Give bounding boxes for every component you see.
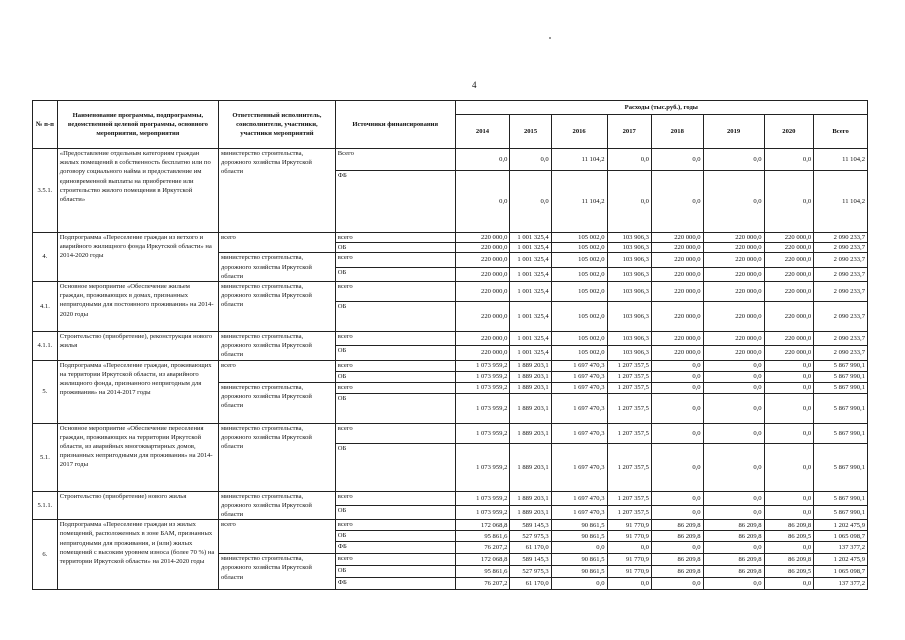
total-value: 5 867 990,1 (814, 443, 868, 491)
year-value: 0,0 (455, 149, 510, 171)
year-value: 0,0 (651, 542, 703, 554)
year-value: 86 209,8 (764, 520, 814, 531)
year-value: 0,0 (703, 423, 764, 443)
total-value: 11 104,2 (814, 149, 868, 171)
responsible-executor: министерство строительства, дорожного хозяйства Иркутской области (219, 332, 336, 361)
total-value: 1 065 098,7 (814, 566, 868, 578)
year-value: 0,0 (703, 578, 764, 590)
year-value: 103 906,3 (607, 332, 651, 346)
year-value: 86 209,8 (651, 554, 703, 566)
program-name: Подпрограмма «Переселение граждан, проживающих на территории Иркутской области, из аварийного жилищного фонда, признанного непригодным для проживания» на 2014-2017 годы (57, 360, 218, 423)
scan-speck (549, 37, 551, 39)
year-value: 0,0 (703, 542, 764, 554)
program-name: Строительство (приобретение), реконструкция нового жилья (57, 332, 218, 361)
year-value: 1 073 959,2 (455, 443, 510, 491)
table-header (33, 101, 868, 149)
funding-source: ОБ (335, 393, 455, 423)
year-value: 0,0 (455, 171, 510, 233)
year-value: 1 001 325,4 (510, 267, 551, 281)
year-value: 220 000,0 (651, 332, 703, 346)
funding-source: ОБ (335, 267, 455, 281)
year-value: 0,0 (764, 443, 814, 491)
year-value: 220 000,0 (455, 243, 510, 253)
year-value: 1 889 203,1 (510, 393, 551, 423)
row-code: 4.1. (33, 282, 58, 332)
year-value: 220 000,0 (703, 302, 764, 332)
year-value: 1 889 203,1 (510, 360, 551, 371)
year-value: 0,0 (764, 382, 814, 393)
year-value: 527 975,3 (510, 566, 551, 578)
year-value: 0,0 (764, 171, 814, 233)
funding-source: Всего (335, 149, 455, 171)
responsible-executor: министерство строительства, дорожного хозяйства Иркутской области (219, 282, 336, 332)
year-value: 105 002,0 (551, 282, 607, 302)
year-value: 103 906,3 (607, 346, 651, 360)
year-value: 1 001 325,4 (510, 253, 551, 267)
total-value: 11 104,2 (814, 171, 868, 233)
funding-source: ОБ (335, 443, 455, 491)
total-value: 2 090 233,7 (814, 253, 868, 267)
year-value: 105 002,0 (551, 346, 607, 360)
year-value: 0,0 (651, 149, 703, 171)
year-value: 0,0 (651, 491, 703, 505)
program-name: «Предоставление отдельным категориям граждан жилых помещений в собственность бесплатно или по договору социального найма и предоставление им единовременной выплаты на приобретение или строительство жилого помещения в Иркутской области» (57, 149, 218, 233)
year-value: 0,0 (764, 491, 814, 505)
total-value: 2 090 233,7 (814, 332, 868, 346)
table-row (33, 360, 868, 371)
year-value: 1 207 357,5 (607, 505, 651, 519)
year-value: 220 000,0 (703, 233, 764, 243)
year-value: 0,0 (703, 393, 764, 423)
year-value: 220 000,0 (455, 346, 510, 360)
year-value: 1 073 959,2 (455, 423, 510, 443)
year-value: 90 861,5 (551, 531, 607, 542)
year-value: 220 000,0 (764, 253, 814, 267)
year-value: 220 000,0 (455, 233, 510, 243)
year-value: 1 697 470,3 (551, 382, 607, 393)
funding-source: ОБ (335, 566, 455, 578)
year-value: 86 209,5 (764, 531, 814, 542)
year-value: 86 209,8 (703, 566, 764, 578)
total-value: 137 377,2 (814, 578, 868, 590)
total-value: 5 867 990,1 (814, 360, 868, 371)
year-value: 220 000,0 (703, 332, 764, 346)
year-value: 0,0 (764, 371, 814, 382)
table-row (33, 423, 868, 443)
year-value: 220 000,0 (651, 253, 703, 267)
total-value: 5 867 990,1 (814, 491, 868, 505)
year-value: 103 906,3 (607, 282, 651, 302)
funding-source: ОБ (335, 302, 455, 332)
year-value: 172 068,8 (455, 520, 510, 531)
year-value: 0,0 (651, 360, 703, 371)
year-value: 1 697 470,3 (551, 423, 607, 443)
year-value: 90 861,5 (551, 520, 607, 531)
year-value: 103 906,3 (607, 253, 651, 267)
year-value: 0,0 (703, 149, 764, 171)
table-row (33, 332, 868, 346)
year-value: 1 207 357,5 (607, 443, 651, 491)
year-value: 0,0 (607, 171, 651, 233)
program-name: Подпрограмма «Переселение граждан из ветхого и аварийного жилищного фонда Иркутской области» на 2014-2020 годы (57, 233, 218, 282)
year-value: 103 906,3 (607, 233, 651, 243)
year-value: 220 000,0 (764, 243, 814, 253)
year-value: 76 207,2 (455, 578, 510, 590)
table-row (33, 520, 868, 531)
header-year: 2016 (551, 115, 607, 149)
year-value: 1 889 203,1 (510, 443, 551, 491)
responsible-executor: министерство строительства, дорожного хозяйства Иркутской области (219, 382, 336, 423)
year-value: 0,0 (651, 423, 703, 443)
year-value: 0,0 (651, 382, 703, 393)
year-value: 1 697 470,3 (551, 371, 607, 382)
year-value: 0,0 (764, 505, 814, 519)
year-value: 1 073 959,2 (455, 382, 510, 393)
year-value: 220 000,0 (764, 267, 814, 281)
year-value: 105 002,0 (551, 253, 607, 267)
year-value: 589 145,3 (510, 554, 551, 566)
year-value: 1 073 959,2 (455, 360, 510, 371)
responsible-executor: всего (219, 233, 336, 253)
funding-source: ФБ (335, 542, 455, 554)
total-value: 2 090 233,7 (814, 267, 868, 281)
row-code: 5. (33, 360, 58, 423)
year-value: 0,0 (651, 371, 703, 382)
year-value: 0,0 (607, 578, 651, 590)
year-value: 61 170,0 (510, 542, 551, 554)
year-value: 1 207 357,5 (607, 491, 651, 505)
year-value: 11 104,2 (551, 171, 607, 233)
year-value: 103 906,3 (607, 302, 651, 332)
table-body (33, 149, 868, 590)
year-value: 220 000,0 (651, 302, 703, 332)
year-value: 95 861,6 (455, 566, 510, 578)
year-value: 1 697 470,3 (551, 505, 607, 519)
year-value: 220 000,0 (455, 302, 510, 332)
header-name: Наименование программы, подпрограммы, ведомственной целевой программы, основного мероприятия, мероприятия (57, 101, 218, 149)
year-value: 0,0 (651, 505, 703, 519)
total-value: 2 090 233,7 (814, 302, 868, 332)
table-row (33, 282, 868, 302)
year-value: 0,0 (703, 491, 764, 505)
row-code: 6. (33, 520, 58, 590)
total-value: 1 065 098,7 (814, 531, 868, 542)
year-value: 0,0 (764, 149, 814, 171)
program-name: Основное мероприятие «Обеспечение жильем граждан, проживающих в домах, признанных непригодными для постоянного проживания» на 2014-2020 годы (57, 282, 218, 332)
year-value: 220 000,0 (703, 282, 764, 302)
year-value: 220 000,0 (703, 243, 764, 253)
year-value: 105 002,0 (551, 302, 607, 332)
year-value: 1 073 959,2 (455, 491, 510, 505)
responsible-executor: министерство строительства, дорожного хозяйства Иркутской области (219, 554, 336, 590)
year-value: 1 697 470,3 (551, 360, 607, 371)
year-value: 103 906,3 (607, 243, 651, 253)
year-value: 220 000,0 (703, 253, 764, 267)
year-value: 0,0 (651, 578, 703, 590)
year-value: 61 170,0 (510, 578, 551, 590)
header-year: Всего (814, 115, 868, 149)
total-value: 2 090 233,7 (814, 282, 868, 302)
responsible-executor: министерство строительства, дорожного хозяйства Иркутской области (219, 423, 336, 491)
header-year: 2015 (510, 115, 551, 149)
year-value: 0,0 (764, 578, 814, 590)
year-value: 1 889 203,1 (510, 491, 551, 505)
funding-source: всего (335, 382, 455, 393)
header-year: 2014 (455, 115, 510, 149)
year-value: 220 000,0 (764, 332, 814, 346)
funding-source: ОБ (335, 346, 455, 360)
funding-source: всего (335, 491, 455, 505)
year-value: 527 975,3 (510, 531, 551, 542)
total-value: 1 202 475,9 (814, 554, 868, 566)
table-row (33, 149, 868, 171)
header-source: Источники финансирования (335, 101, 455, 149)
total-value: 2 090 233,7 (814, 243, 868, 253)
responsible-executor: всего (219, 520, 336, 554)
header-no: № п-п (33, 101, 58, 149)
year-value: 220 000,0 (764, 346, 814, 360)
year-value: 220 000,0 (651, 267, 703, 281)
year-value: 220 000,0 (764, 282, 814, 302)
year-value: 220 000,0 (455, 267, 510, 281)
year-value: 220 000,0 (455, 253, 510, 267)
row-code: 5.1. (33, 423, 58, 491)
year-value: 86 209,8 (764, 554, 814, 566)
responsible-executor: министерство строительства, дорожного хозяйства Иркутской области (219, 253, 336, 282)
header-year: 2019 (703, 115, 764, 149)
total-value: 5 867 990,1 (814, 423, 868, 443)
year-value: 0,0 (764, 360, 814, 371)
year-value: 0,0 (607, 542, 651, 554)
year-value: 220 000,0 (651, 282, 703, 302)
year-value: 1 001 325,4 (510, 332, 551, 346)
row-code: 4. (33, 233, 58, 282)
header-year: 2020 (764, 115, 814, 149)
year-value: 220 000,0 (764, 302, 814, 332)
year-value: 91 770,9 (607, 520, 651, 531)
funding-source: всего (335, 520, 455, 531)
year-value: 105 002,0 (551, 233, 607, 243)
program-name: Основное мероприятие «Обеспечение переселения граждан, проживающих на территории Иркутской области, из аварийных многоквартирных домов, признанных непригодными для проживания» на 2014-2017 годы (57, 423, 218, 491)
program-name: Подпрограмма «Переселение граждан из жилых помещений, расположенных в зоне БАМ, признанных непригодными для проживания, и (или) жилых помещений с высоким уровнем износа (более 70 %) на территории Иркутской области» на 2014-2020 годы (57, 520, 218, 590)
year-value: 0,0 (703, 505, 764, 519)
year-value: 0,0 (510, 171, 551, 233)
row-code: 4.1.1. (33, 332, 58, 361)
year-value: 0,0 (551, 542, 607, 554)
year-value: 105 002,0 (551, 267, 607, 281)
year-value: 1 207 357,5 (607, 382, 651, 393)
year-value: 1 001 325,4 (510, 346, 551, 360)
year-value: 0,0 (764, 393, 814, 423)
funding-source: всего (335, 332, 455, 346)
year-value: 1 697 470,3 (551, 443, 607, 491)
year-value: 1 073 959,2 (455, 505, 510, 519)
responsible-executor: всего (219, 360, 336, 382)
year-value: 86 209,8 (651, 566, 703, 578)
funding-source: всего (335, 233, 455, 243)
funding-source: ОБ (335, 531, 455, 542)
page-number: 4 (472, 80, 477, 90)
responsible-executor: министерство строительства, дорожного хозяйства Иркутской области (219, 491, 336, 520)
year-value: 86 209,8 (703, 554, 764, 566)
table-row (33, 491, 868, 505)
table-row (33, 233, 868, 243)
year-value: 1 889 203,1 (510, 382, 551, 393)
row-code: 5.1.1. (33, 491, 58, 520)
header-responsible: Ответственный исполнитель, соисполнители, участники, участники мероприятий (219, 101, 336, 149)
funding-source: всего (335, 360, 455, 371)
funding-source: всего (335, 554, 455, 566)
total-value: 137 377,2 (814, 542, 868, 554)
year-value: 0,0 (703, 360, 764, 371)
year-value: 1 697 470,3 (551, 491, 607, 505)
year-value: 1 889 203,1 (510, 423, 551, 443)
year-value: 1 207 357,5 (607, 371, 651, 382)
year-value: 589 145,3 (510, 520, 551, 531)
year-value: 91 770,9 (607, 566, 651, 578)
year-value: 1 889 203,1 (510, 505, 551, 519)
year-value: 0,0 (764, 542, 814, 554)
year-value: 0,0 (764, 423, 814, 443)
year-value: 86 209,5 (764, 566, 814, 578)
responsible-executor: министерство строительства, дорожного хозяйства Иркутской области (219, 149, 336, 233)
year-value: 1 207 357,5 (607, 423, 651, 443)
funding-source: ФБ (335, 578, 455, 590)
year-value: 1 001 325,4 (510, 282, 551, 302)
year-value: 172 068,8 (455, 554, 510, 566)
year-value: 0,0 (510, 149, 551, 171)
year-value: 1 207 357,5 (607, 393, 651, 423)
total-value: 2 090 233,7 (814, 346, 868, 360)
year-value: 105 002,0 (551, 243, 607, 253)
year-value: 91 770,9 (607, 531, 651, 542)
year-value: 1 697 470,3 (551, 393, 607, 423)
year-value: 0,0 (703, 171, 764, 233)
year-value: 86 209,8 (651, 531, 703, 542)
funding-source: ОБ (335, 243, 455, 253)
funding-source: ФБ (335, 171, 455, 233)
year-value: 220 000,0 (703, 346, 764, 360)
year-value: 76 207,2 (455, 542, 510, 554)
funding-source: всего (335, 253, 455, 267)
year-value: 90 861,5 (551, 554, 607, 566)
year-value: 103 906,3 (607, 267, 651, 281)
program-name: Строительство (приобретение) нового жилья (57, 491, 218, 520)
total-value: 5 867 990,1 (814, 393, 868, 423)
header-year: 2018 (651, 115, 703, 149)
year-value: 0,0 (651, 393, 703, 423)
year-value: 220 000,0 (764, 233, 814, 243)
year-value: 220 000,0 (651, 233, 703, 243)
year-value: 220 000,0 (455, 282, 510, 302)
total-value: 1 202 475,9 (814, 520, 868, 531)
year-value: 91 770,9 (607, 554, 651, 566)
header-year: 2017 (607, 115, 651, 149)
year-value: 1 889 203,1 (510, 371, 551, 382)
year-value: 0,0 (607, 149, 651, 171)
year-value: 220 000,0 (455, 332, 510, 346)
year-value: 0,0 (703, 443, 764, 491)
year-value: 220 000,0 (651, 346, 703, 360)
year-value: 1 073 959,2 (455, 371, 510, 382)
year-value: 0,0 (703, 371, 764, 382)
funding-source: всего (335, 282, 455, 302)
total-value: 5 867 990,1 (814, 505, 868, 519)
year-value: 0,0 (551, 578, 607, 590)
year-value: 220 000,0 (651, 243, 703, 253)
year-value: 86 209,8 (703, 531, 764, 542)
year-value: 90 861,5 (551, 566, 607, 578)
year-value: 1 207 357,5 (607, 360, 651, 371)
year-value: 86 209,8 (703, 520, 764, 531)
budget-table (32, 100, 868, 590)
year-value: 0,0 (651, 171, 703, 233)
year-value: 11 104,2 (551, 149, 607, 171)
year-value: 86 209,8 (651, 520, 703, 531)
year-value: 1 001 325,4 (510, 243, 551, 253)
total-value: 2 090 233,7 (814, 233, 868, 243)
funding-source: ОБ (335, 505, 455, 519)
row-code: 3.5.1. (33, 149, 58, 233)
total-value: 5 867 990,1 (814, 371, 868, 382)
year-value: 0,0 (703, 382, 764, 393)
year-value: 1 001 325,4 (510, 302, 551, 332)
total-value: 5 867 990,1 (814, 382, 868, 393)
year-value: 0,0 (651, 443, 703, 491)
funding-source: всего (335, 423, 455, 443)
funding-source: ОБ (335, 371, 455, 382)
year-value: 220 000,0 (703, 267, 764, 281)
year-value: 95 861,6 (455, 531, 510, 542)
year-value: 105 002,0 (551, 332, 607, 346)
header-expenses: Расходы (тыс.руб.), годы (455, 101, 867, 115)
year-value: 1 001 325,4 (510, 233, 551, 243)
year-value: 1 073 959,2 (455, 393, 510, 423)
